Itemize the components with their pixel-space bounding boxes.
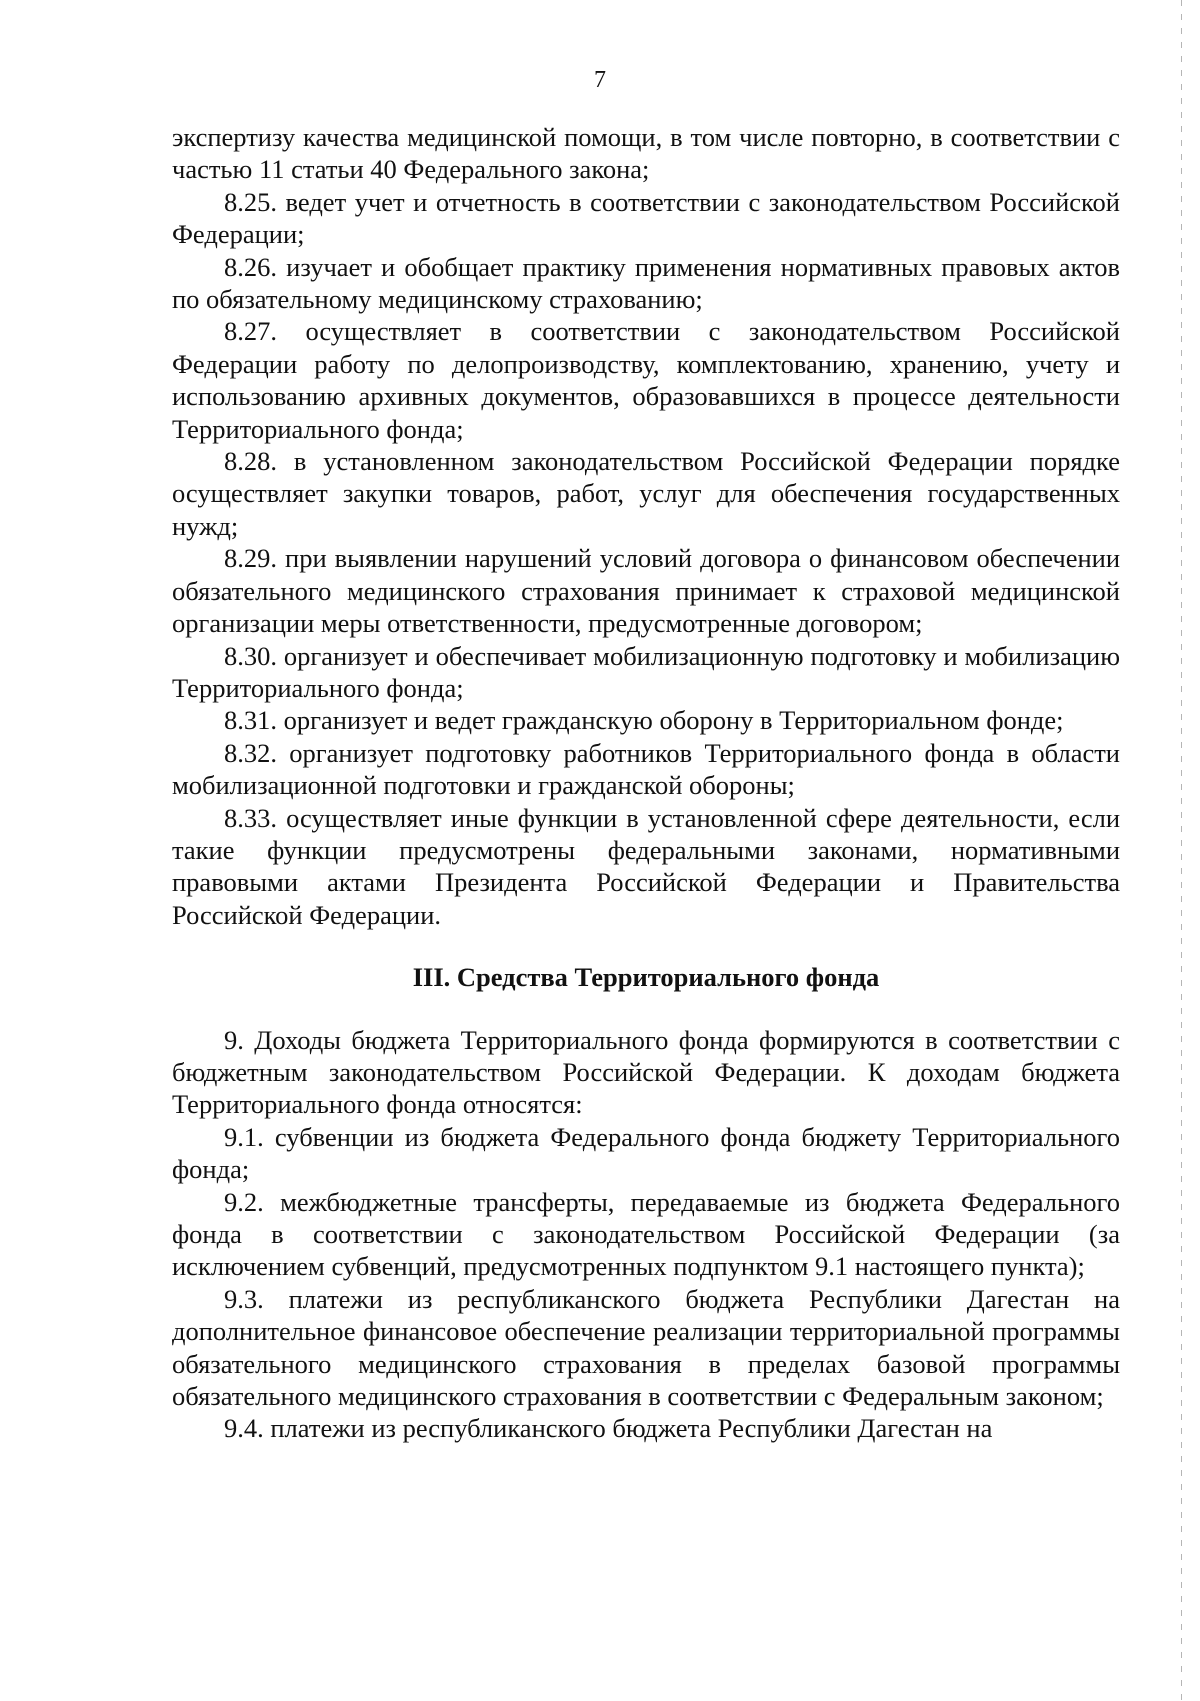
paragraph-continuation: экспертизу качества медицинской помощи, в том числе повторно, в соответствии с частью 11 статьи 40 Федерального закона; <box>172 122 1120 185</box>
paragraph-8-30: 8.30. организует и обеспечивает мобилизационную подготовку и мобилизацию Территориального фонда; <box>172 640 1120 703</box>
document-body <box>172 121 1120 1445</box>
paragraph-8-33: 8.33. осуществляет иные функции в установленной сфере деятельности, если такие функции предусмотрены федеральными законами, нормативными правовыми актами Президента Российской Федерации и Правительства Российской Федерации. <box>172 802 1120 930</box>
paragraph-9-4: 9.4. платежи из республиканского бюджета Республики Дагестан на <box>224 1413 993 1444</box>
paragraph-9-1: 9.1. субвенции из бюджета Федерального фонда бюджету Территориального фонда; <box>172 1121 1120 1185</box>
paragraph-8-32: 8.32. организует подготовку работников Территориального фонда в области мобилизационной подготовки и гражданской обороны; <box>172 737 1120 801</box>
scan-edge-line <box>1181 0 1182 1701</box>
paragraph-9: 9. Доходы бюджета Территориального фонда формируются в соответствии с бюджетным законодательством Российской Федерации. К доходам бюджета Территориального фонда относятся: <box>172 1024 1120 1120</box>
paragraph-9-3: 9.3. платежи из республиканского бюджета Республики Дагестан на дополнительное финансовое обеспечение реализации территориальной программы обязательного медицинского страхования в пределах базовой программы обязательного медицинского страхования в соответствии с Федеральным законом; <box>172 1283 1120 1412</box>
paragraph-8-26: 8.26. изучает и обобщает практику применения нормативных правовых актов по обязательному медицинскому страхованию; <box>172 251 1120 315</box>
paragraph-8-28: 8.28. в установленном законодательством Российской Федерации порядке осуществляет закупки товаров, работ, услуг для обеспечения государственных нужд; <box>172 446 1120 541</box>
paragraph-8-25: 8.25. ведет учет и отчетность в соответствии с законодательством Российской Федерации; <box>172 186 1120 250</box>
paragraph-9-2: 9.2. межбюджетные трансферты, передаваемые из бюджета Федерального фонда в соответствии с законодательством Российской Федерации (за исключением субвенций, предусмотренных подпунктом 9.1 настоящего пункта); <box>172 1186 1120 1282</box>
paragraph-8-29: 8.29. при выявлении нарушений условий договора о финансовом обеспечении обязательного медицинского страхования принимает к страховой медицинской организации меры ответственности, предусмотренные договором; <box>172 543 1120 639</box>
paragraph-8-27: 8.27. осуществляет в соответствии с законодательством Российской Федерации работу по делопроизводству, комплектованию, хранению, учету и использованию архивных документов, образовавшихся в процессе деятельности Территориального фонда; <box>172 316 1120 444</box>
page-number: 7 <box>594 67 606 93</box>
paragraph-8-31: 8.31. организует и ведет гражданскую оборону в Территориальном фонде; <box>224 705 1064 736</box>
section-heading: III. Средства Территориального фонда <box>412 962 880 993</box>
